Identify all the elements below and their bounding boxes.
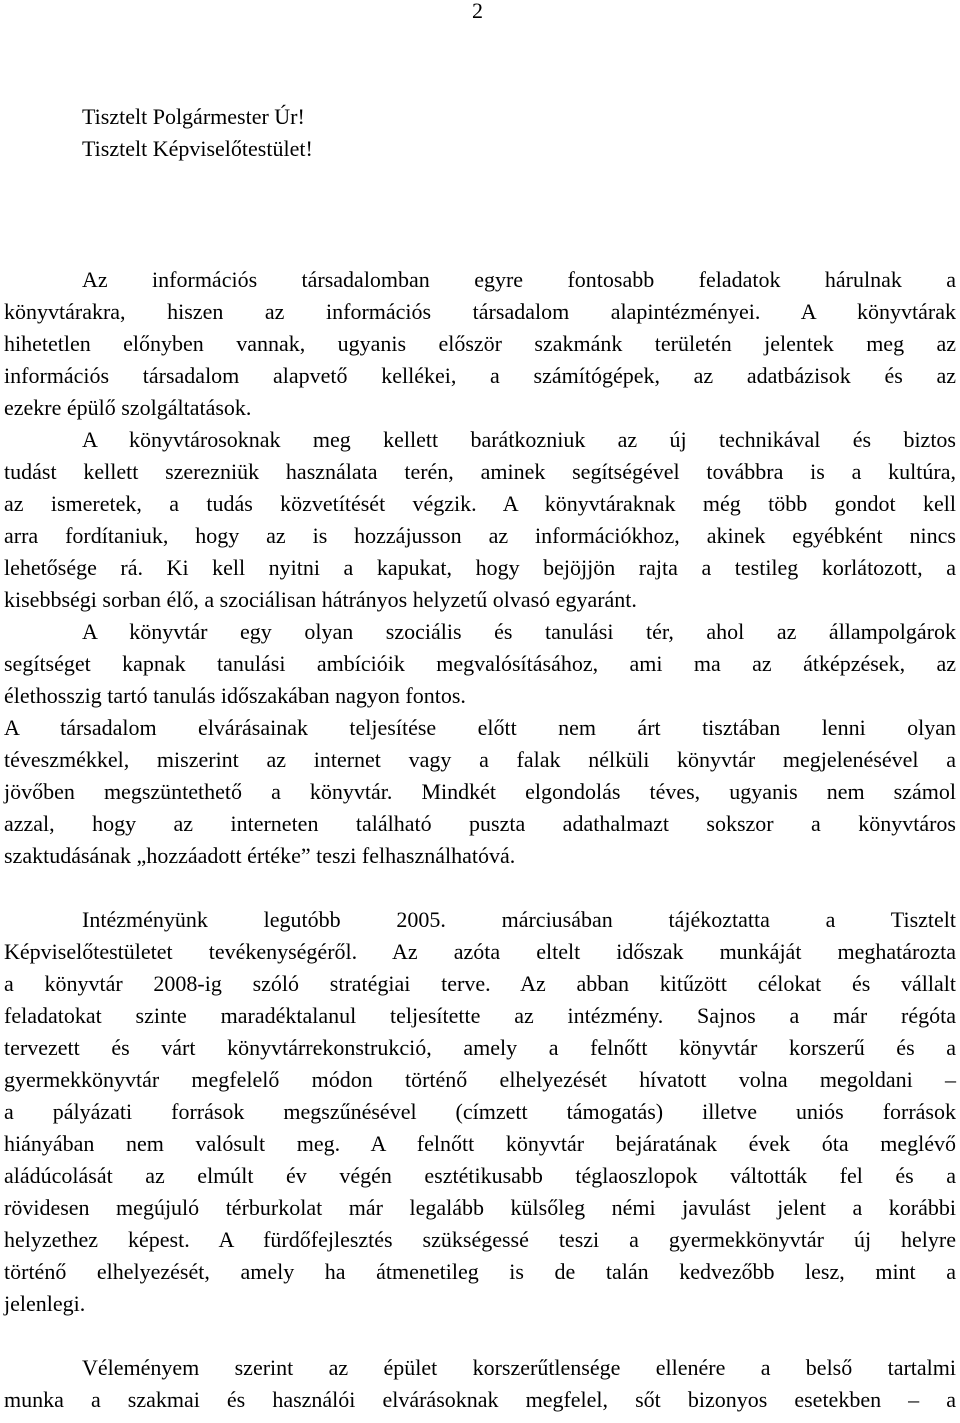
salutation-mayor: Tisztelt Polgármester Úr!	[82, 104, 305, 129]
page-number: 2	[472, 0, 483, 23]
text-line: rövidesen megújuló térburkolat már legalább külsőleg némi javulást jelent a korábbi	[4, 1195, 956, 1220]
text-line: A könyvtárosoknak meg kellett barátkozniuk az új technikával és biztos	[82, 427, 956, 452]
text-line: A könyvtár egy olyan szociális és tanulási tér, ahol az állampolgárok	[82, 619, 956, 644]
text-line: azzal, hogy az interneten található puszta adathalmazt sokszor a könyvtáros	[4, 811, 956, 836]
text-line: téveszmékkel, miszerint az internet vagy a falak nélküli könyvtár megjelenésével a	[4, 747, 956, 772]
text-line: feladatokat szinte maradéktalanul teljesítette az intézmény. Sajnos a már régóta	[4, 1003, 956, 1028]
text-line: segítséget kapnak tanulási ambícióik megvalósításához, ami ma az átképzések, az	[4, 651, 956, 676]
text-line: tudást kellett szerezniük használata terén, aminek segítségével továbbra is a kultúra,	[4, 459, 956, 484]
text-line: Intézményünk legutóbb 2005. márciusában tájékoztatta a Tisztelt	[82, 907, 956, 932]
text-line: A társadalom elvárásainak teljesítése előtt nem árt tisztában lenni olyan	[4, 715, 956, 740]
text-line: az ismeretek, a tudás közvetítését végzik. A könyvtáraknak még több gondot kell	[4, 491, 956, 516]
text-line: a pályázati források megszűnésével (címzett támogatás) illetve uniós források	[4, 1099, 956, 1124]
paragraph-gap	[4, 1320, 956, 1352]
text-line: ezekre épülő szolgáltatások.	[4, 395, 252, 420]
text-line: helyzethez képest. A fürdőfejlesztés szükségessé teszi a gyermekkönyvtár új helyre	[4, 1227, 956, 1252]
paragraph-gap	[4, 872, 956, 904]
text-line: történő elhelyezését, amely ha átmenetileg is de talán kedvezőbb lesz, mint a	[4, 1259, 956, 1284]
text-line: hiányában nem valósult meg. A felnőtt könyvtár bejáratának évek óta meglévő	[4, 1131, 956, 1156]
text-line: élethosszig tartó tanulás időszakában nagyon fontos.	[4, 683, 466, 708]
text-line: Véleményem szerint az épület korszerűtlensége ellenére a belső tartalmi	[82, 1355, 956, 1380]
text-line: információs társadalom alapvető kellékei, a számítógépek, az adatbázisok és az	[4, 363, 956, 388]
text-line: aládúcolását az elmúlt év végén esztétikusabb téglaoszlopok váltották fel és a	[4, 1163, 956, 1188]
text-line: munka a szakmai és használói elvárásoknak megfelel, sőt bizonyos esetekben – a	[4, 1387, 956, 1412]
body-text	[4, 264, 956, 1416]
text-line: gyermekkönyvtár megfelelő módon történő elhelyezését hívatott volna megoldani –	[4, 1067, 956, 1092]
text-line: Képviselőtestületet tevékenységéről. Az azóta eltelt időszak munkáját meghatározta	[4, 939, 956, 964]
text-line: könyvtárakra, hiszen az információs társadalom alapintézményei. A könyvtárak	[4, 299, 956, 324]
text-line: tervezett és várt könyvtárrekonstrukció, amely a felnőtt könyvtár korszerű és a	[4, 1035, 956, 1060]
text-line: jelenlegi.	[4, 1291, 86, 1316]
text-line: kisebbségi sorban élő, a szociálisan hátrányos helyzetű olvasó egyaránt.	[4, 587, 637, 612]
text-line: jövőben megszüntethető a könyvtár. Mindkét elgondolás téves, ugyanis nem számol	[4, 779, 956, 804]
text-line: Az információs társadalomban egyre fontosabb feladatok hárulnak a	[82, 267, 956, 292]
text-line: a könyvtár 2008-ig szóló stratégiai terve. Az abban kitűzött célokat és vállalt	[4, 971, 956, 996]
text-line: szaktudásának „hozzáadott értéke” teszi felhasználhatóvá.	[4, 843, 516, 868]
text-line: hihetetlen előnyben vannak, ugyanis először szakmánk területén jelentek meg az	[4, 331, 956, 356]
text-line: arra fordítaniuk, hogy az is hozzájusson az információkhoz, akinek egyébként nincs	[4, 523, 956, 548]
text-line: lehetősége rá. Ki kell nyitni a kapukat, hogy bejöjjön rajta a testileg korlátozott, a	[4, 555, 956, 580]
salutation-council: Tisztelt Képviselőtestület!	[82, 136, 313, 161]
